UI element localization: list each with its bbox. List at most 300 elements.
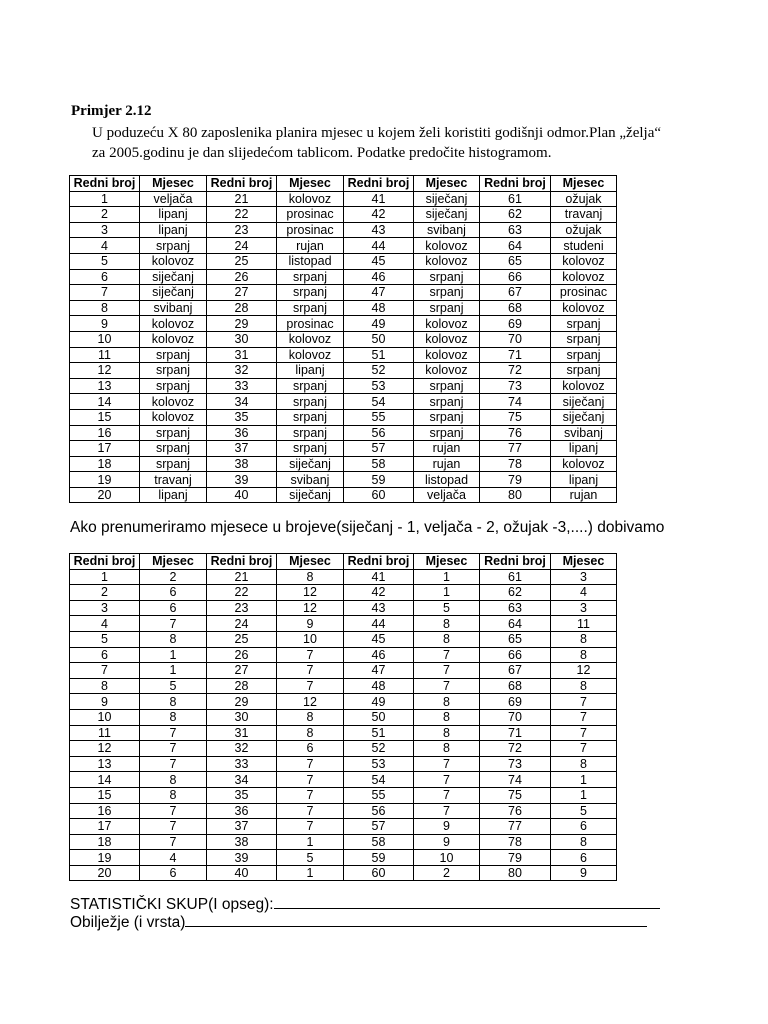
table-cell: 12 <box>277 694 344 710</box>
table-cell: 8 <box>551 834 617 850</box>
table-cell: srpanj <box>140 347 207 363</box>
column-header: Redni broj <box>70 554 140 570</box>
table-cell: 10 <box>70 709 140 725</box>
table-cell: 10 <box>414 850 480 866</box>
table-cell: 8 <box>70 300 140 316</box>
table-cell: srpanj <box>140 238 207 254</box>
table-cell: 54 <box>344 394 414 410</box>
table-row <box>70 819 617 835</box>
table-cell: 7 <box>277 803 344 819</box>
table-cell: 8 <box>551 756 617 772</box>
table-cell: 7 <box>414 787 480 803</box>
table-cell: 28 <box>207 300 277 316</box>
table-cell: 2 <box>70 207 140 223</box>
table-cell: 9 <box>551 865 617 881</box>
table-body <box>70 191 617 503</box>
table-cell: 32 <box>207 363 277 379</box>
table-cell: 22 <box>207 585 277 601</box>
table-cell: srpanj <box>551 363 617 379</box>
table-cell: 80 <box>480 865 551 881</box>
table-row <box>70 331 617 347</box>
table-row <box>70 394 617 410</box>
table-cell: 53 <box>344 756 414 772</box>
table-cell: siječanj <box>140 269 207 285</box>
table-cell: 27 <box>207 285 277 301</box>
table-row <box>70 741 617 757</box>
table-cell: 57 <box>344 441 414 457</box>
table-row <box>70 647 617 663</box>
table-cell: lipanj <box>140 207 207 223</box>
table-cell: 42 <box>344 585 414 601</box>
table-cell: 6 <box>140 585 207 601</box>
table-cell: 8 <box>140 709 207 725</box>
table-cell: srpanj <box>551 316 617 332</box>
table-cell: 1 <box>414 585 480 601</box>
table-cell: 40 <box>207 865 277 881</box>
table-cell: 6 <box>140 865 207 881</box>
fill-in-blank <box>274 907 660 909</box>
table-cell: 3 <box>551 569 617 585</box>
table-cell: 24 <box>207 238 277 254</box>
table-cell: 38 <box>207 834 277 850</box>
table-cell: 66 <box>480 269 551 285</box>
table-cell: prosinac <box>551 285 617 301</box>
table-row <box>70 238 617 254</box>
table-cell: 15 <box>70 409 140 425</box>
column-header: Redni broj <box>207 554 277 570</box>
table-cell: 9 <box>277 616 344 632</box>
table-row <box>70 865 617 881</box>
column-header: Mjesec <box>414 176 480 192</box>
statistical-set-line <box>70 896 660 914</box>
table-row <box>70 207 617 223</box>
feature-line <box>70 914 647 932</box>
table-cell: 52 <box>344 363 414 379</box>
table-cell: 70 <box>480 331 551 347</box>
table-cell: 48 <box>344 300 414 316</box>
table-cell: 6 <box>551 850 617 866</box>
table-row <box>70 663 617 679</box>
table-cell: 6 <box>140 600 207 616</box>
table-cell: 58 <box>344 834 414 850</box>
table-cell: 56 <box>344 803 414 819</box>
table-cell: srpanj <box>414 425 480 441</box>
table-cell: 17 <box>70 441 140 457</box>
table-cell: 65 <box>480 253 551 269</box>
table-row <box>70 222 617 238</box>
table-cell: 25 <box>207 631 277 647</box>
table-cell: 7 <box>414 678 480 694</box>
table-cell: 37 <box>207 819 277 835</box>
table-cell: 7 <box>140 803 207 819</box>
table-cell: 69 <box>480 694 551 710</box>
table-header-row <box>70 554 617 570</box>
table-cell: 11 <box>70 347 140 363</box>
table-cell: 51 <box>344 347 414 363</box>
table-cell: siječanj <box>551 409 617 425</box>
table-cell: listopad <box>414 472 480 488</box>
table-cell: srpanj <box>277 394 344 410</box>
fill-in-blank <box>185 925 647 927</box>
table-cell: 8 <box>414 709 480 725</box>
table-cell: 10 <box>277 631 344 647</box>
table-cell: 7 <box>277 663 344 679</box>
table-cell: 7 <box>277 787 344 803</box>
table-cell: kolovoz <box>414 316 480 332</box>
table-cell: svibanj <box>140 300 207 316</box>
table-cell: kolovoz <box>277 191 344 207</box>
table-cell: 7 <box>140 834 207 850</box>
table-cell: 71 <box>480 725 551 741</box>
table-cell: 52 <box>344 741 414 757</box>
table-cell: 7 <box>140 741 207 757</box>
table-cell: 71 <box>480 347 551 363</box>
table-cell: kolovoz <box>551 253 617 269</box>
table-cell: 8 <box>140 694 207 710</box>
table-cell: kolovoz <box>551 378 617 394</box>
table-cell: 53 <box>344 378 414 394</box>
table-cell: 59 <box>344 850 414 866</box>
table-cell: 4 <box>70 616 140 632</box>
table-cell: 47 <box>344 285 414 301</box>
table-header-row <box>70 176 617 192</box>
table-cell: srpanj <box>277 409 344 425</box>
table-cell: 1 <box>551 772 617 788</box>
table-cell: 78 <box>480 456 551 472</box>
table-cell: 6 <box>277 741 344 757</box>
table-cell: 26 <box>207 269 277 285</box>
table-cell: 3 <box>551 600 617 616</box>
table-cell: 5 <box>70 253 140 269</box>
table-cell: kolovoz <box>551 269 617 285</box>
column-header: Redni broj <box>344 554 414 570</box>
table-cell: srpanj <box>277 425 344 441</box>
table-cell: 57 <box>344 819 414 835</box>
table-cell: 19 <box>70 472 140 488</box>
table-cell: 7 <box>70 285 140 301</box>
table-cell: 63 <box>480 222 551 238</box>
table-cell: kolovoz <box>551 300 617 316</box>
table-cell: 7 <box>414 647 480 663</box>
table-cell: rujan <box>277 238 344 254</box>
table-row <box>70 803 617 819</box>
table-cell: 8 <box>551 647 617 663</box>
table-cell: 7 <box>414 803 480 819</box>
month-names-table <box>69 175 617 503</box>
table-cell: 33 <box>207 756 277 772</box>
table-cell: 12 <box>277 585 344 601</box>
table-cell: srpanj <box>277 441 344 457</box>
table-cell: 44 <box>344 616 414 632</box>
table-cell: 12 <box>70 363 140 379</box>
table-cell: svibanj <box>277 472 344 488</box>
table-cell: 75 <box>480 787 551 803</box>
table-cell: 30 <box>207 709 277 725</box>
table-cell: 48 <box>344 678 414 694</box>
table-cell: travanj <box>551 207 617 223</box>
table-cell: 1 <box>414 569 480 585</box>
column-header: Mjesec <box>277 176 344 192</box>
table-cell: 5 <box>414 600 480 616</box>
table-cell: srpanj <box>414 409 480 425</box>
statistical-set-label: STATISTIČKI SKUP(I opseg): <box>70 896 274 913</box>
table-cell: 30 <box>207 331 277 347</box>
table-cell: 16 <box>70 803 140 819</box>
table-cell: 79 <box>480 472 551 488</box>
table-cell: 59 <box>344 472 414 488</box>
table-cell: srpanj <box>414 269 480 285</box>
table-cell: 67 <box>480 285 551 301</box>
table-cell: srpanj <box>140 363 207 379</box>
table-cell: 26 <box>207 647 277 663</box>
table-row <box>70 585 617 601</box>
table-cell: kolovoz <box>414 363 480 379</box>
table-cell: srpanj <box>414 285 480 301</box>
table-row <box>70 409 617 425</box>
column-header: Mjesec <box>140 554 207 570</box>
table-cell: 20 <box>70 865 140 881</box>
table-row <box>70 378 617 394</box>
table-cell: 73 <box>480 756 551 772</box>
table-cell: 46 <box>344 269 414 285</box>
table-cell: 17 <box>70 819 140 835</box>
table-cell: lipanj <box>140 487 207 503</box>
table-cell: 45 <box>344 253 414 269</box>
table-cell: 7 <box>551 741 617 757</box>
table-row <box>70 300 617 316</box>
table-cell: srpanj <box>140 425 207 441</box>
table-cell: 7 <box>140 756 207 772</box>
table-cell: prosinac <box>277 316 344 332</box>
table-cell: 2 <box>70 585 140 601</box>
table-cell: 22 <box>207 207 277 223</box>
table-cell: kolovoz <box>277 331 344 347</box>
table-row <box>70 425 617 441</box>
table-cell: 8 <box>414 616 480 632</box>
column-header: Mjesec <box>277 554 344 570</box>
table-cell: 54 <box>344 772 414 788</box>
table-cell: 6 <box>70 647 140 663</box>
table-cell: 12 <box>70 741 140 757</box>
table-cell: siječanj <box>414 191 480 207</box>
table-cell: srpanj <box>277 269 344 285</box>
column-header: Mjesec <box>414 554 480 570</box>
table-cell: 39 <box>207 472 277 488</box>
table-cell: 16 <box>70 425 140 441</box>
table-cell: kolovoz <box>414 347 480 363</box>
table-cell: lipanj <box>551 472 617 488</box>
table-cell: 76 <box>480 425 551 441</box>
table-body <box>70 569 617 881</box>
table-cell: 7 <box>277 678 344 694</box>
table-cell: 10 <box>70 331 140 347</box>
table-cell: 75 <box>480 409 551 425</box>
table-cell: kolovoz <box>414 253 480 269</box>
table-cell: kolovoz <box>414 238 480 254</box>
table-row <box>70 472 617 488</box>
table-cell: 20 <box>70 487 140 503</box>
table-cell: kolovoz <box>140 316 207 332</box>
table-cell: 4 <box>551 585 617 601</box>
table-cell: kolovoz <box>140 394 207 410</box>
table-cell: 9 <box>414 834 480 850</box>
table-cell: srpanj <box>414 300 480 316</box>
table-cell: 60 <box>344 865 414 881</box>
table-cell: 15 <box>70 787 140 803</box>
table-cell: ožujak <box>551 191 617 207</box>
table-cell: 7 <box>140 616 207 632</box>
table-cell: 4 <box>140 850 207 866</box>
table-cell: 74 <box>480 772 551 788</box>
table-cell: 12 <box>277 600 344 616</box>
table-cell: 62 <box>480 585 551 601</box>
renumbering-note: Ako prenumeriramo mjesece u brojeve(siječanj - 1, veljača - 2, ožujak -3,....) dobivamo <box>70 519 665 536</box>
table-cell: 61 <box>480 191 551 207</box>
table-cell: 38 <box>207 456 277 472</box>
table-cell: 49 <box>344 694 414 710</box>
table-cell: siječanj <box>277 456 344 472</box>
table-cell: 1 <box>277 865 344 881</box>
table-row <box>70 363 617 379</box>
table-cell: srpanj <box>140 441 207 457</box>
table-cell: 51 <box>344 725 414 741</box>
table-cell: 42 <box>344 207 414 223</box>
table-cell: 7 <box>551 694 617 710</box>
table-cell: kolovoz <box>140 331 207 347</box>
table-cell: 21 <box>207 191 277 207</box>
table-row <box>70 456 617 472</box>
table-cell: 56 <box>344 425 414 441</box>
table-cell: 18 <box>70 456 140 472</box>
table-cell: 47 <box>344 663 414 679</box>
table-cell: 8 <box>414 631 480 647</box>
table-cell: 31 <box>207 725 277 741</box>
column-header: Mjesec <box>551 554 617 570</box>
table-cell: 41 <box>344 569 414 585</box>
table-cell: 74 <box>480 394 551 410</box>
table-cell: 14 <box>70 394 140 410</box>
table-cell: 79 <box>480 850 551 866</box>
table-cell: srpanj <box>414 394 480 410</box>
table-cell: kolovoz <box>140 409 207 425</box>
column-header: Redni broj <box>480 176 551 192</box>
table-cell: 31 <box>207 347 277 363</box>
table-cell: 7 <box>414 772 480 788</box>
table-cell: studeni <box>551 238 617 254</box>
column-header: Redni broj <box>207 176 277 192</box>
table-cell: srpanj <box>551 347 617 363</box>
table-row <box>70 569 617 585</box>
table-cell: 58 <box>344 456 414 472</box>
table-cell: 37 <box>207 441 277 457</box>
table-cell: 18 <box>70 834 140 850</box>
table-cell: 68 <box>480 300 551 316</box>
table-cell: 6 <box>70 269 140 285</box>
column-header: Redni broj <box>480 554 551 570</box>
example-heading: Primjer 2.12 <box>71 103 152 119</box>
table-cell: 67 <box>480 663 551 679</box>
table-cell: kolovoz <box>551 456 617 472</box>
table-cell: 8 <box>414 725 480 741</box>
table-row <box>70 631 617 647</box>
table-cell: kolovoz <box>277 347 344 363</box>
table-cell: 34 <box>207 394 277 410</box>
table-cell: 43 <box>344 600 414 616</box>
table-cell: 61 <box>480 569 551 585</box>
table-cell: 70 <box>480 709 551 725</box>
table-cell: 7 <box>70 663 140 679</box>
table-cell: 23 <box>207 600 277 616</box>
table-cell: 11 <box>70 725 140 741</box>
table-cell: 23 <box>207 222 277 238</box>
table-row <box>70 285 617 301</box>
table-cell: prosinac <box>277 207 344 223</box>
table-cell: svibanj <box>551 425 617 441</box>
table-row <box>70 678 617 694</box>
table-cell: 29 <box>207 316 277 332</box>
table-cell: 1 <box>70 569 140 585</box>
table-cell: 5 <box>140 678 207 694</box>
table-cell: 63 <box>480 600 551 616</box>
intro-line-2: za 2005.godinu je dan slijedećom tablicom. Podatke predočite histogramom. <box>92 145 552 161</box>
table-cell: 8 <box>277 569 344 585</box>
table-cell: 77 <box>480 441 551 457</box>
table-cell: 21 <box>207 569 277 585</box>
table-cell: siječanj <box>140 285 207 301</box>
table-cell: 8 <box>551 678 617 694</box>
table-cell: 3 <box>70 222 140 238</box>
table-cell: 25 <box>207 253 277 269</box>
table-cell: lipanj <box>551 441 617 457</box>
table-cell: 28 <box>207 678 277 694</box>
table-cell: 4 <box>70 238 140 254</box>
table-cell: 19 <box>70 850 140 866</box>
table-cell: 44 <box>344 238 414 254</box>
table-cell: rujan <box>414 441 480 457</box>
table-cell: 35 <box>207 409 277 425</box>
table-cell: 5 <box>277 850 344 866</box>
table-cell: 1 <box>70 191 140 207</box>
table-cell: 14 <box>70 772 140 788</box>
table-cell: 7 <box>414 756 480 772</box>
table-row <box>70 191 617 207</box>
table-cell: 29 <box>207 694 277 710</box>
table-cell: rujan <box>414 456 480 472</box>
table-cell: siječanj <box>277 487 344 503</box>
table-cell: 7 <box>551 725 617 741</box>
table-cell: 72 <box>480 741 551 757</box>
table-row <box>70 725 617 741</box>
table-cell: 55 <box>344 409 414 425</box>
table-cell: 7 <box>414 663 480 679</box>
table-cell: 27 <box>207 663 277 679</box>
table-cell: 3 <box>70 600 140 616</box>
table-cell: srpanj <box>277 300 344 316</box>
table-cell: 8 <box>551 631 617 647</box>
table-cell: 39 <box>207 850 277 866</box>
table-cell: 76 <box>480 803 551 819</box>
table-cell: 50 <box>344 709 414 725</box>
table-cell: 50 <box>344 331 414 347</box>
table-row <box>70 694 617 710</box>
table-cell: 78 <box>480 834 551 850</box>
table-cell: siječanj <box>414 207 480 223</box>
table-cell: prosinac <box>277 222 344 238</box>
table-cell: 69 <box>480 316 551 332</box>
table-cell: veljača <box>140 191 207 207</box>
table-row <box>70 487 617 503</box>
table-cell: 2 <box>140 569 207 585</box>
